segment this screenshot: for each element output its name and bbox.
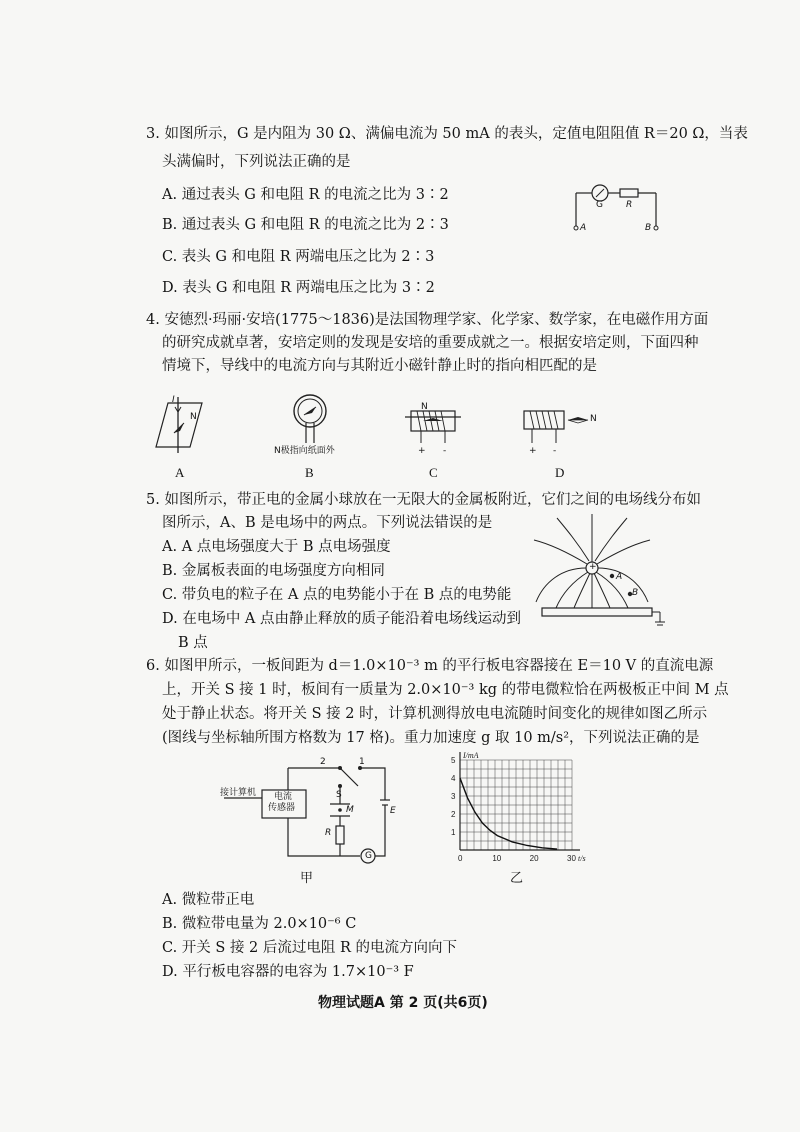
q4-fig-c-n: N (421, 402, 428, 412)
q3-fig-a-label: A (580, 223, 587, 233)
q6-fig-s: S (336, 790, 342, 800)
q3-option-c: C. 表头 G 和电阻 R 两端电压之比为 2∶3 (162, 249, 435, 265)
q4-figure-a (150, 395, 210, 455)
q4-label-a: A (175, 465, 185, 480)
q6-current-graph (440, 752, 590, 867)
q5-stem-line1: 5. 如图所示，带正电的金属小球放在一无限大的金属板附近，它们之间的电场线分布如 (146, 492, 701, 508)
y-tick-label: 4 (451, 774, 456, 783)
q4-stem-line2: 的研究成就卓著，安培定则的发现是安培的重要成就之一。根据安培定则，下面四种 (162, 335, 699, 351)
q6-circuit-diagram (220, 760, 410, 870)
q4-fig-b-caption: N极指向纸面外 (274, 446, 335, 456)
y-tick-label: 3 (451, 792, 456, 801)
q6-stem-line1: 6. 如图甲所示，一板间距为 d＝1.0×10⁻³ m 的平行板电容器接在 E＝10 V 的直流电源 (146, 658, 714, 674)
q5-option-c: C. 带负电的粒子在 A 点的电势能小于在 B 点的电势能 (162, 587, 512, 603)
q6-option-d: D. 平行板电容器的电容为 1.7×10⁻³ F (162, 964, 414, 980)
q6-fig-m: M (346, 805, 354, 815)
q3-fig-g-label: G (596, 200, 603, 210)
q6-fig-r: R (325, 828, 332, 838)
x-tick-label: 20 (529, 854, 539, 863)
x-tick-label: 30 (567, 854, 576, 863)
y-tick-label: 2 (451, 810, 456, 819)
q6-fig-sensor-line1: 电流 (274, 792, 293, 802)
q6-stem-line4: (图线与坐标轴所围方格数为 17 格)。重力加速度 g 取 10 m/s²，下列说法正确的是 (162, 730, 700, 746)
q4-fig-c-minus: - (443, 446, 447, 456)
q4-label-b: B (305, 465, 314, 480)
q6-stem-line3: 处于静止状态。将开关 S 接 2 时，计算机测得放电电流随时间变化的规律如图乙所示 (162, 706, 708, 722)
q6-stem-line2: 上，开关 S 接 1 时，板间有一质量为 2.0×10⁻³ kg 的带电微粒恰在两极板正中间 M 点 (162, 682, 729, 698)
q3-fig-b-label: B (645, 223, 652, 233)
q4-fig-c-plus: + (418, 446, 426, 456)
q6-fig-n1: 1 (359, 757, 365, 767)
q4-label-d: D (555, 465, 565, 480)
q3-option-a: A. 通过表头 G 和电阻 R 的电流之比为 3∶2 (162, 187, 449, 203)
q4-stem-line3: 情境下，导线中的电流方向与其附近小磁针静止时的指向相匹配的是 (162, 358, 597, 374)
discharge-curve (460, 778, 557, 849)
q3-fig-r-label: R (626, 200, 633, 210)
q4-fig-d-minus: - (553, 446, 557, 456)
q4-fig-a-current: I (172, 395, 175, 405)
q4-figure-c (403, 403, 463, 453)
q5-option-d: D. 在电场中 A 点由静止释放的质子能沿着电场线运动到 (162, 611, 522, 627)
q5-option-a: A. A 点电场强度大于 B 点电场强度 (162, 539, 391, 555)
q6-graph-caption: 乙 (510, 870, 524, 885)
q6-fig-e: E (390, 806, 396, 816)
q5-fig-b-label: B (632, 588, 639, 598)
q3-resistor (620, 189, 638, 197)
q6-option-a: A. 微粒带正电 (162, 892, 255, 908)
page-footer: 物理试题A 第 2 页(共6页) (318, 995, 488, 1011)
q5-fig-charge: + (589, 562, 597, 572)
q6-option-c: C. 开关 S 接 2 后流过电阻 R 的电流方向向下 (162, 940, 458, 956)
q4-figure-b (285, 393, 335, 448)
y-axis-label: I/mA (463, 751, 479, 760)
q6-fig-computer: 接计算机 (220, 788, 257, 798)
q3-stem-line1: 3. 如图所示，G 是内阻为 30 Ω、满偏电流为 50 mA 的表头，定值电阻阻值 R＝20 Ω，当表 (146, 126, 748, 142)
q6-option-b: B. 微粒带电量为 2.0×10⁻⁶ C (162, 916, 357, 932)
q5-option-b: B. 金属板表面的电场强度方向相同 (162, 563, 385, 579)
q3-option-b: B. 通过表头 G 和电阻 R 的电流之比为 2∶3 (162, 217, 449, 233)
q6-circuit-caption: 甲 (300, 870, 314, 885)
q5-fig-a-label: A (616, 572, 623, 582)
q4-label-c: C (429, 465, 438, 480)
q4-stem-line1: 4. 安德烈·玛丽·安培(1775～1836)是法国物理学家、化学家、数学家，在电磁作用方面 (146, 312, 709, 328)
q4-fig-d-n: N (590, 414, 597, 424)
q4-fig-a-n: N (190, 412, 197, 422)
q3-option-d: D. 表头 G 和电阻 R 两端电压之比为 3∶2 (162, 280, 435, 296)
q6-fig-g: G (365, 851, 372, 861)
q6-fig-sensor-line2: 传感器 (268, 803, 296, 813)
q3-stem-line2: 头满偏时，下列说法正确的是 (162, 154, 351, 170)
q5-field-diagram (532, 512, 667, 630)
q5-stem-line2: 图所示，A、B 是电场中的两点。下列说法错误的是 (162, 515, 493, 531)
x-tick-label: 10 (492, 854, 502, 863)
y-tick-label: 1 (451, 828, 456, 837)
y-tick-label: 5 (451, 756, 456, 765)
x-axis-label: t/s (578, 854, 586, 863)
q5-option-d-continued: B 点 (178, 635, 208, 651)
q6-fig-n2: 2 (320, 757, 326, 767)
x-tick-label: 0 (458, 854, 463, 863)
q4-fig-d-plus: + (529, 446, 537, 456)
